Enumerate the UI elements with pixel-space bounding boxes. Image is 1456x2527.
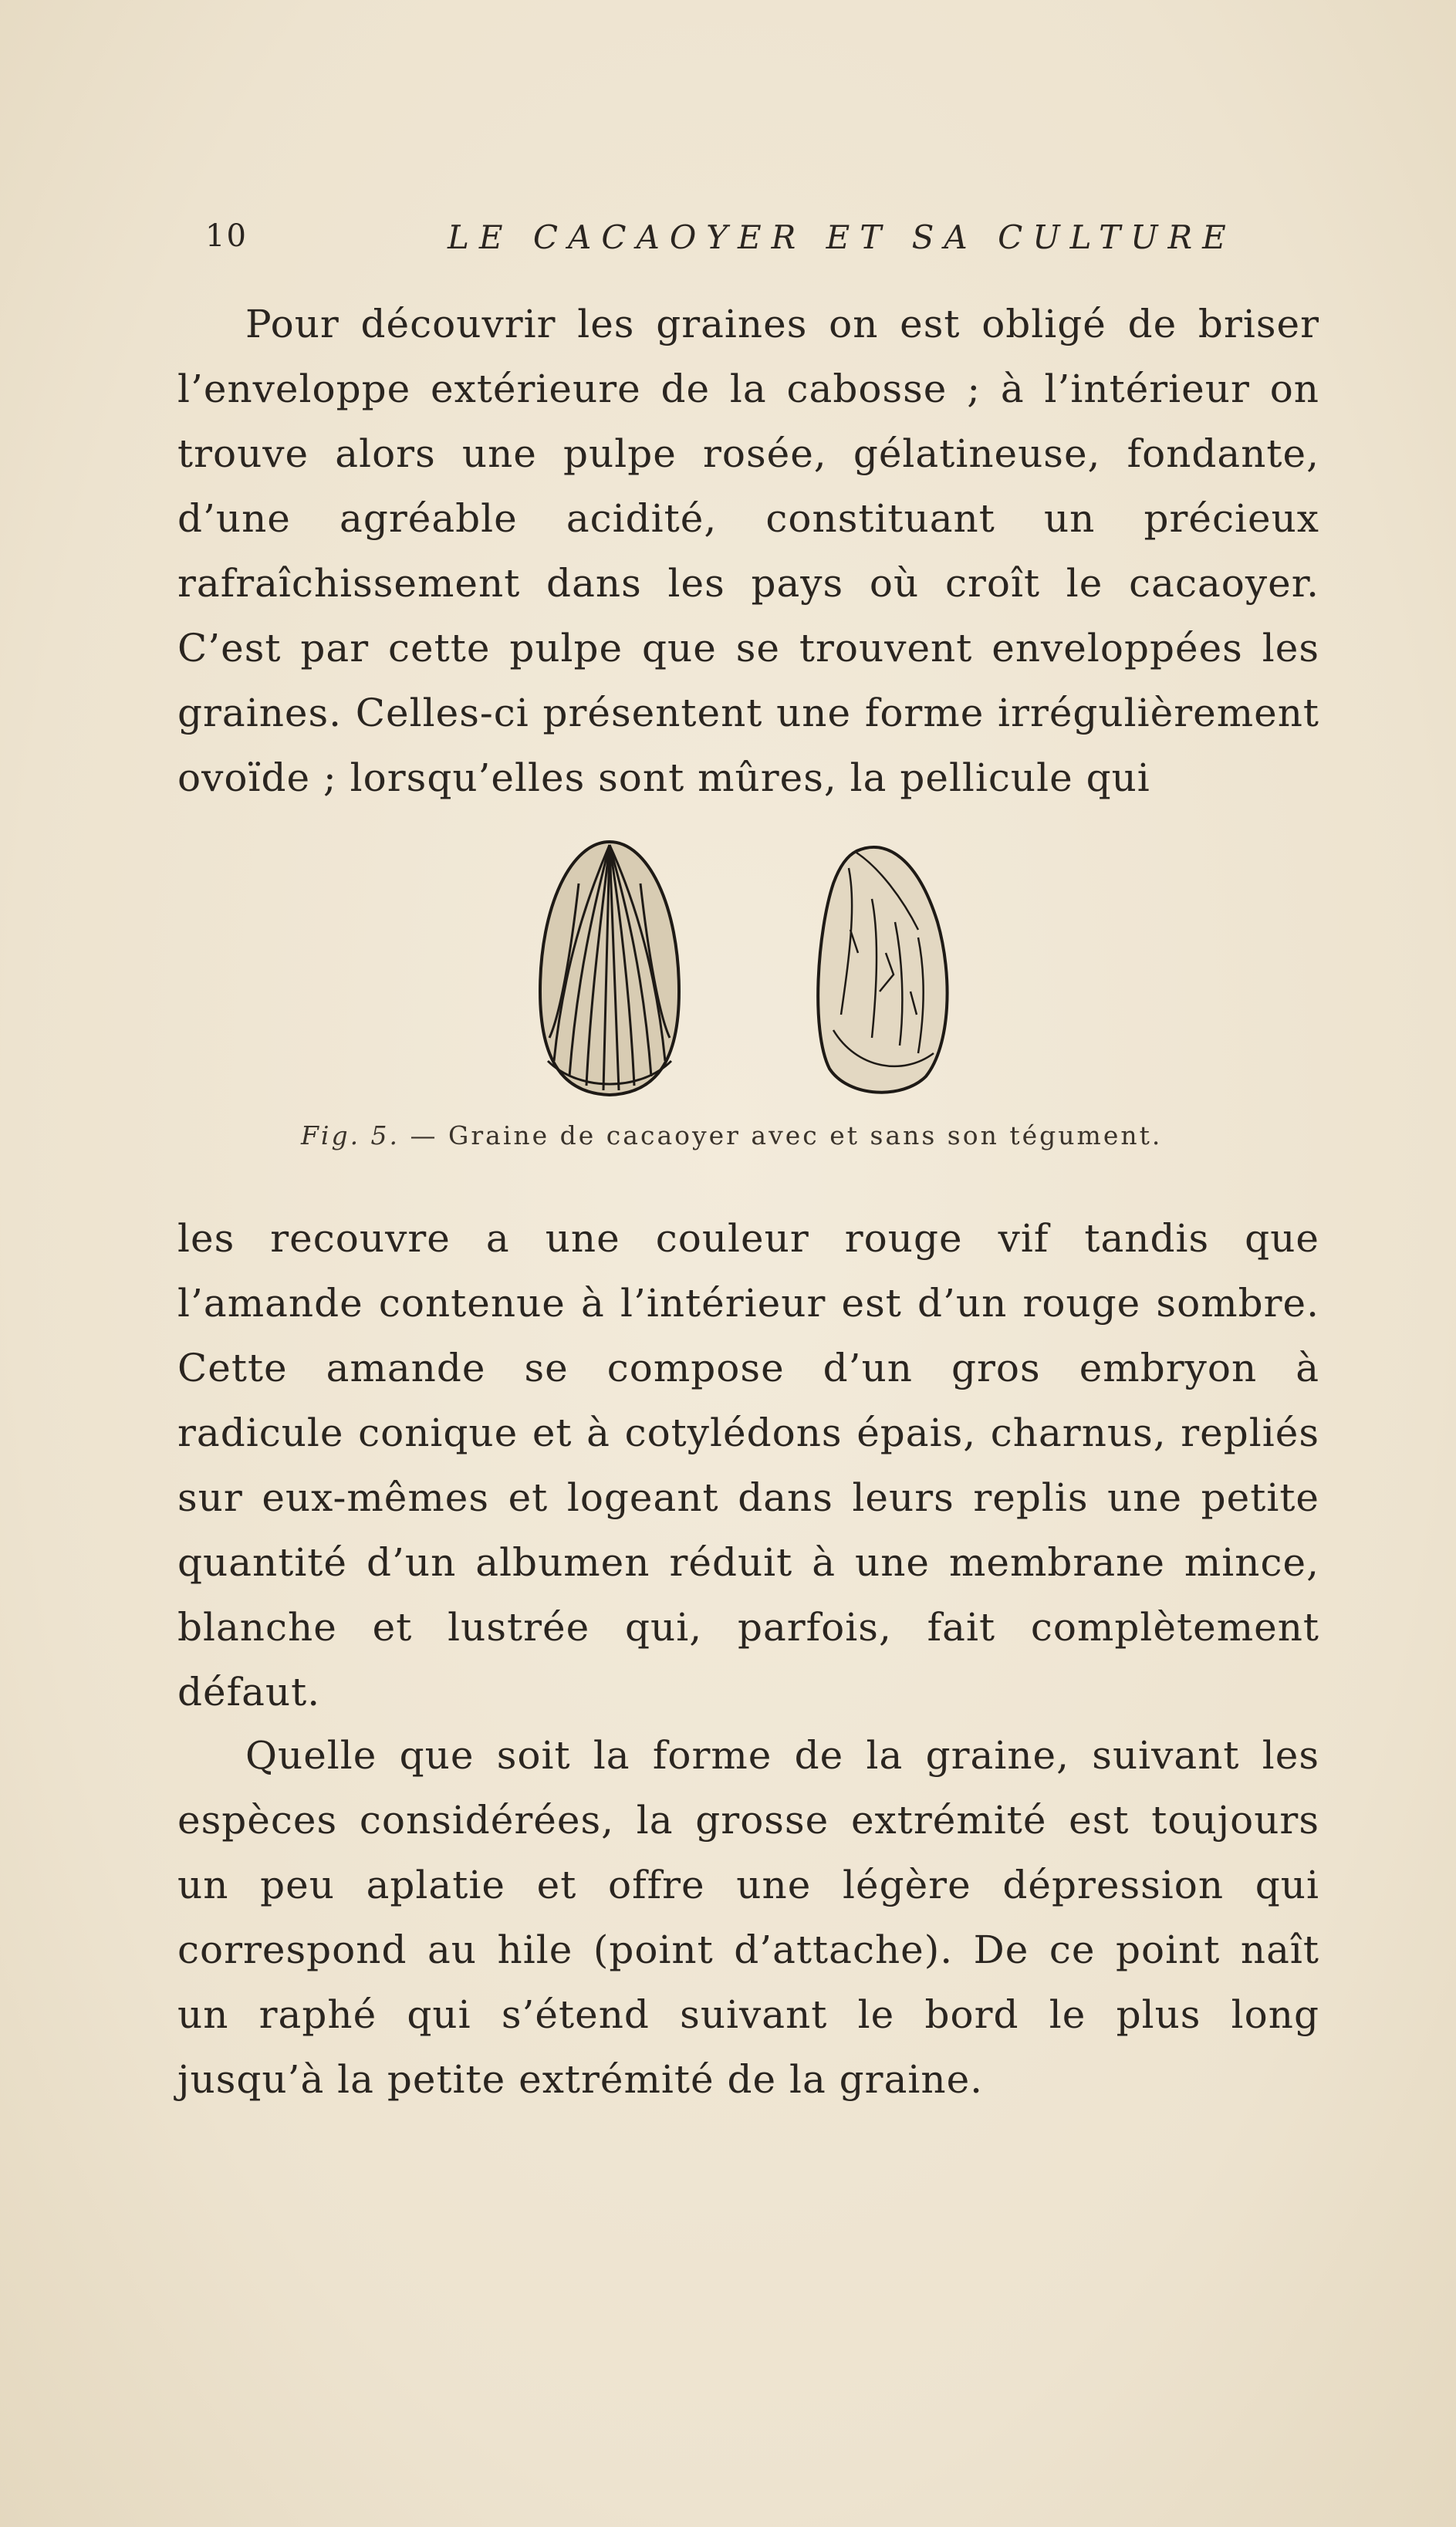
running-header bbox=[0, 218, 1456, 265]
running-title: LE CACAOYER ET SA CULTURE bbox=[448, 218, 1236, 256]
seed-without-tegument-icon bbox=[802, 837, 957, 1100]
figure-caption bbox=[301, 1120, 1211, 1150]
figure-caption-text: — Graine de cacaoyer avec et sans son tégument. bbox=[400, 1120, 1163, 1150]
figure-label: Fig. 5. bbox=[301, 1120, 400, 1150]
paragraph-2: les recouvre a une couleur rouge vif tandis que l’amande contenue à l’intérieur est d’un rouge sombre. Cette amande se compose d’un gros embryon à radicule conique et à cotylédons épais, charnus, repliés sur eux-mêmes et logeant dans leurs replis une petite quantité d’un albumen réduit à une membrane mince, blanche et lustrée qui, parfois, fait complètement défaut. bbox=[177, 1216, 1319, 1715]
figure-5 bbox=[532, 837, 995, 1100]
paragraph-3: Quelle que soit la forme de la graine, suivant les espèces considérées, la grosse extrémité est toujours un peu aplatie et offre une légère dépression qui correspond au hile (point d’attache). De ce point naît un raphé qui s’étend suivant le bord le plus long jusqu’à la petite extrémité de la graine. bbox=[177, 1733, 1319, 2102]
paragraph-1: Pour découvrir les graines on est obligé de briser l’enveloppe extérieure de la cabosse ; à l’intérieur on trouve alors une pulpe rosée, gélatineuse, fondante, d’une agréable acidité, constituant un précieux rafraîchissement dans les pays où croît le cacaoyer. C’est par cette pulpe que se trouvent enveloppées les graines. Celles-ci présentent une forme irrégulièrement ovoïde ; lorsqu’elles sont mûres, la pellicule qui bbox=[177, 302, 1319, 800]
page-number: 10 bbox=[205, 218, 248, 254]
seed-with-tegument-icon bbox=[532, 837, 687, 1100]
